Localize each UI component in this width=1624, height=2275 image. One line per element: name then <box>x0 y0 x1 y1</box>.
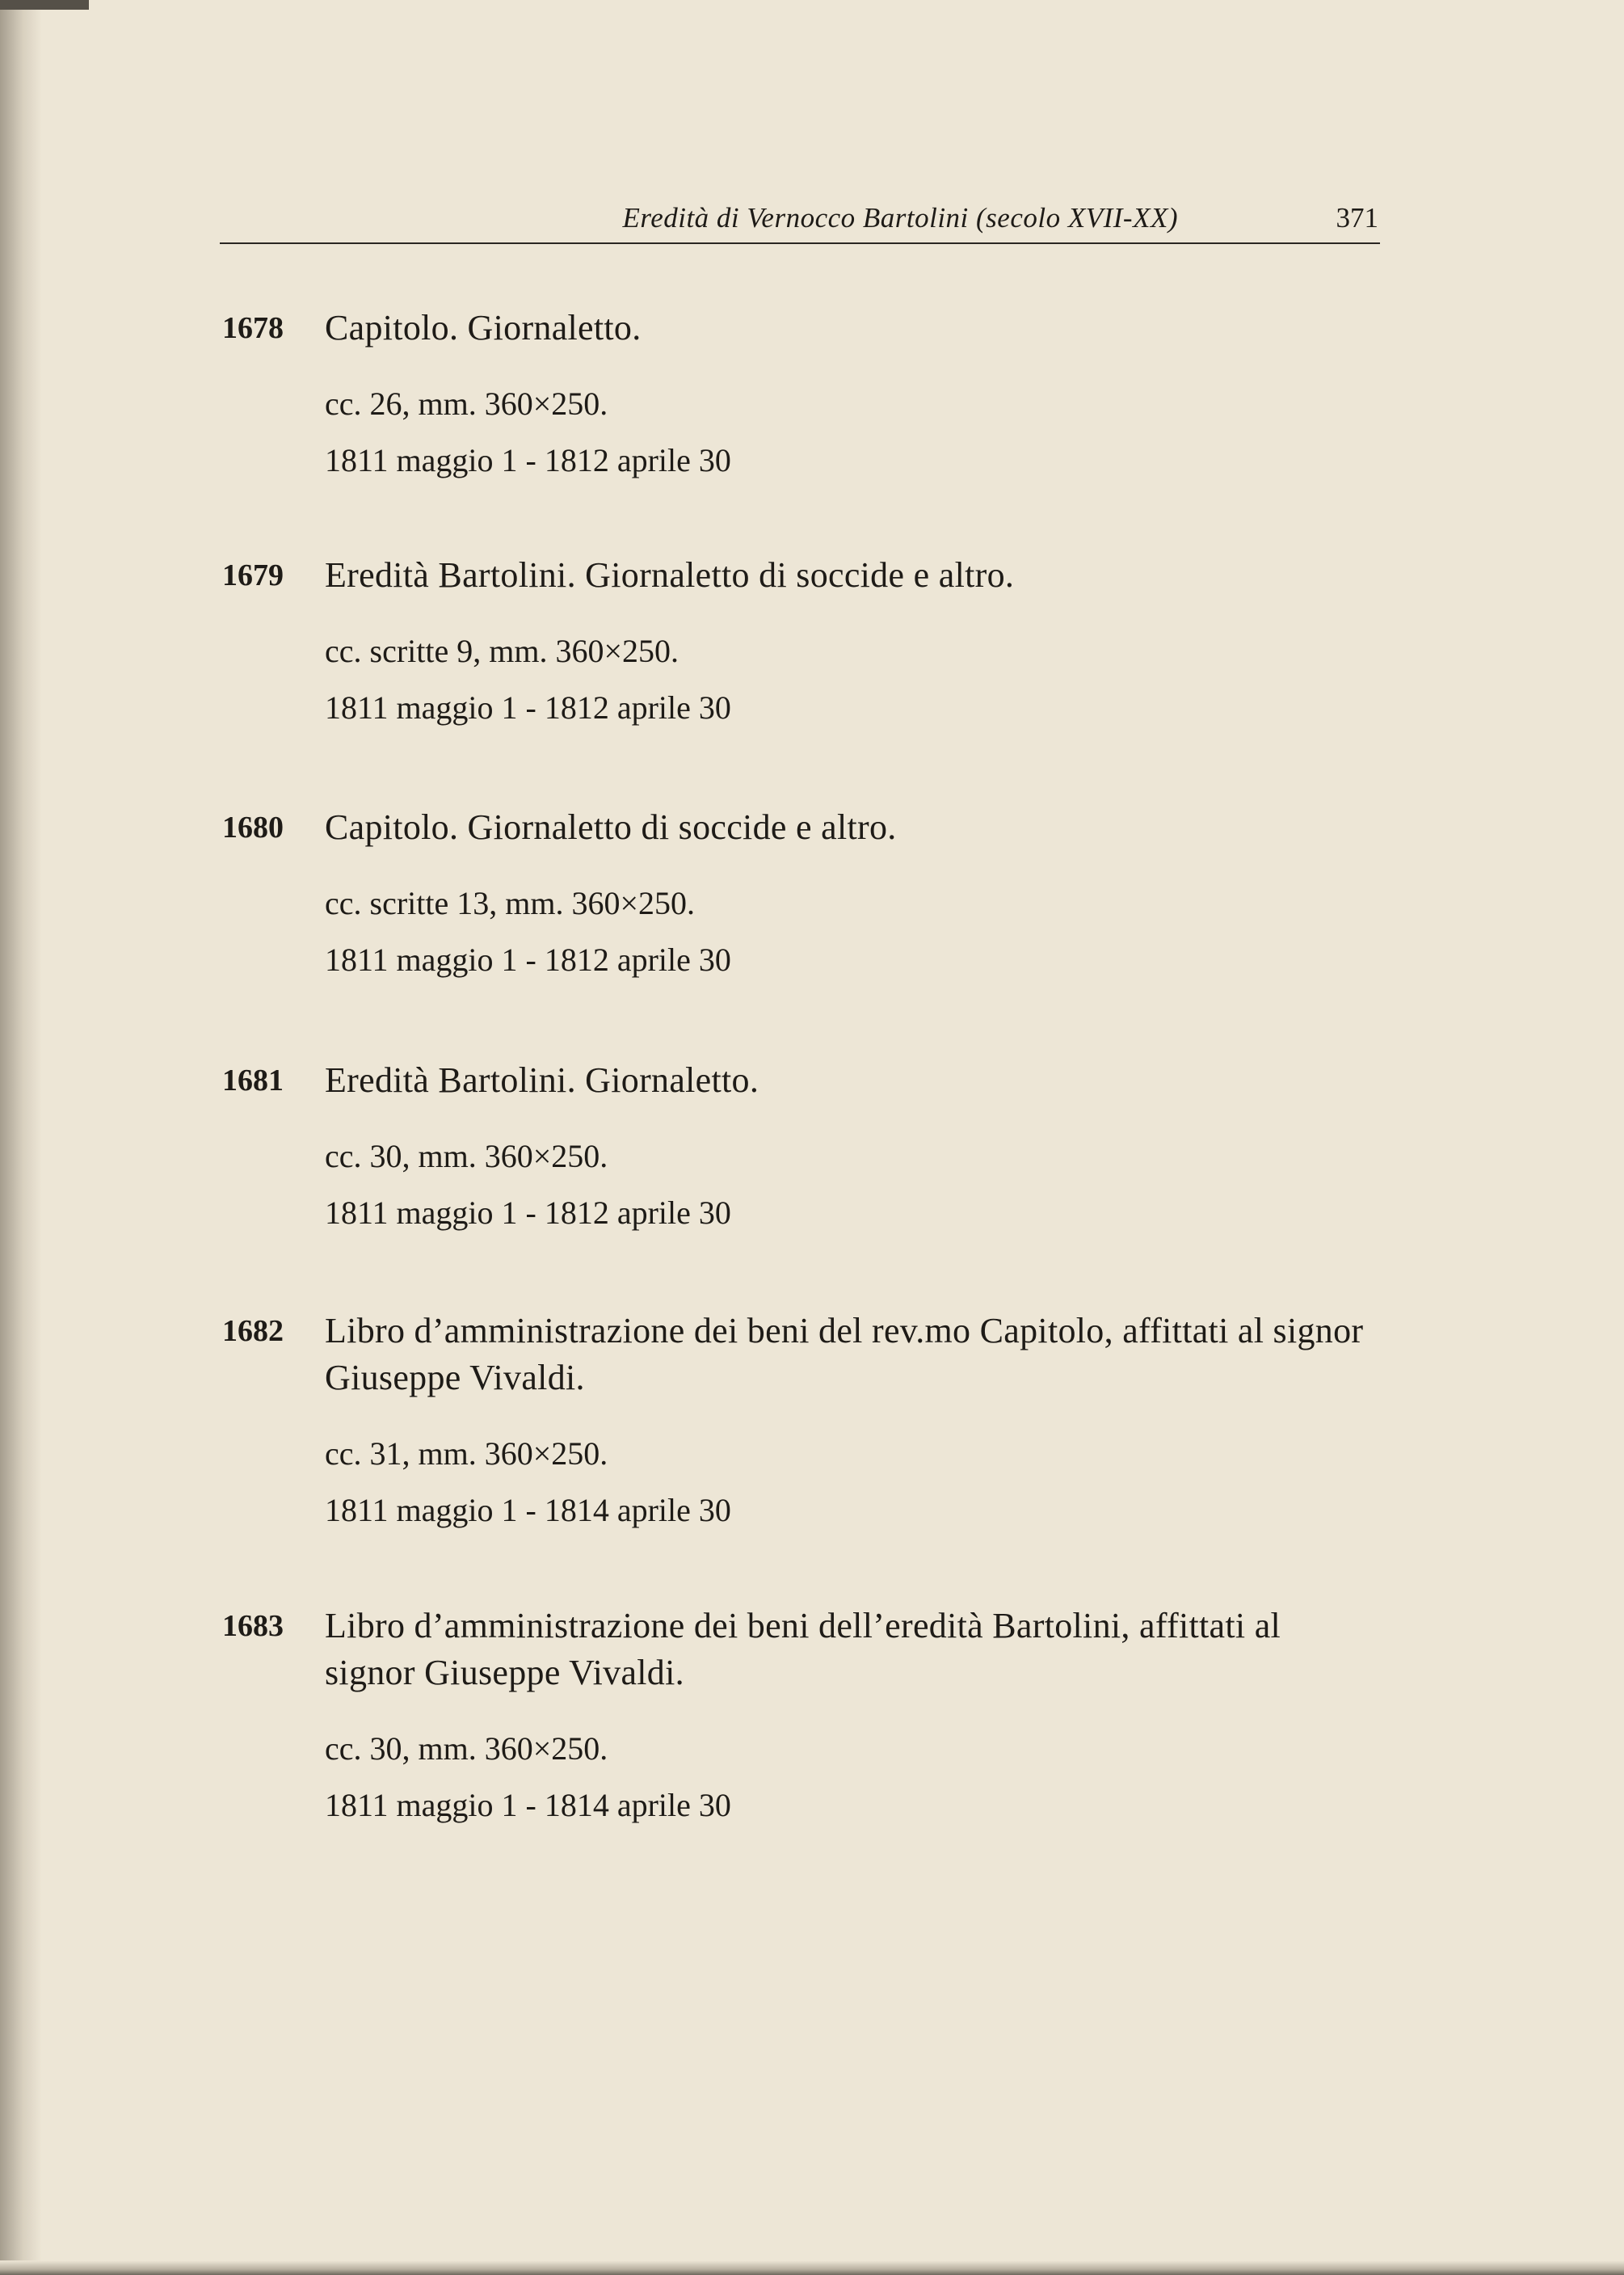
entry-title: Eredità Bartolini. Giornaletto di soccide e altro. <box>325 555 1015 595</box>
entry-title: Libro d’amministrazione dei beni del rev.mo Capitolo, affittati al signor Giuseppe Vivaldi. <box>325 1311 1364 1397</box>
entry-number: 1679 <box>222 558 284 592</box>
entry-body <box>325 305 1375 481</box>
entry-body <box>325 1603 1375 1826</box>
running-head <box>220 202 1380 244</box>
entry-title: Libro d’amministrazione dei beni dell’eredità Bartolini, affittati al signor Giuseppe Vivaldi. <box>325 1606 1281 1692</box>
entry-body <box>325 1308 1375 1531</box>
entry-dates: 1811 maggio 1 - 1814 aprile 30 <box>325 1492 731 1528</box>
entry-dates: 1811 maggio 1 - 1814 aprile 30 <box>325 1787 731 1823</box>
entry-dates: 1811 maggio 1 - 1812 aprile 30 <box>325 942 731 978</box>
entry-body <box>325 552 1375 728</box>
entry-dates: 1811 maggio 1 - 1812 aprile 30 <box>325 689 731 726</box>
entry-extent: cc. 30, mm. 360×250. <box>325 1138 608 1174</box>
entry-extent: cc. 30, mm. 360×250. <box>325 1730 608 1767</box>
entry-number: 1678 <box>222 311 284 345</box>
entry-extent: cc. scritte 9, mm. 360×250. <box>325 633 679 669</box>
entry-title: Capitolo. Giornaletto di soccide e altro. <box>325 807 897 847</box>
entry-number: 1682 <box>222 1314 284 1348</box>
entry-body <box>325 804 1375 980</box>
entry-title: Eredità Bartolini. Giornaletto. <box>325 1060 759 1100</box>
entry-extent: cc. 26, mm. 360×250. <box>325 385 608 422</box>
entry-body <box>325 1057 1375 1233</box>
page-number: 371 <box>1336 202 1378 234</box>
entry-extent: cc. scritte 13, mm. 360×250. <box>325 885 696 921</box>
entry-dates: 1811 maggio 1 - 1812 aprile 30 <box>325 442 731 478</box>
running-title: Eredità di Vernocco Bartolini (secolo XVII-XX) <box>622 202 1178 234</box>
entry-number: 1683 <box>222 1609 284 1643</box>
entry-title: Capitolo. Giornaletto. <box>325 308 642 348</box>
entry-number: 1681 <box>222 1064 284 1097</box>
entry-extent: cc. 31, mm. 360×250. <box>325 1435 608 1472</box>
entry-number: 1680 <box>222 811 284 845</box>
entry-dates: 1811 maggio 1 - 1812 aprile 30 <box>325 1194 731 1231</box>
